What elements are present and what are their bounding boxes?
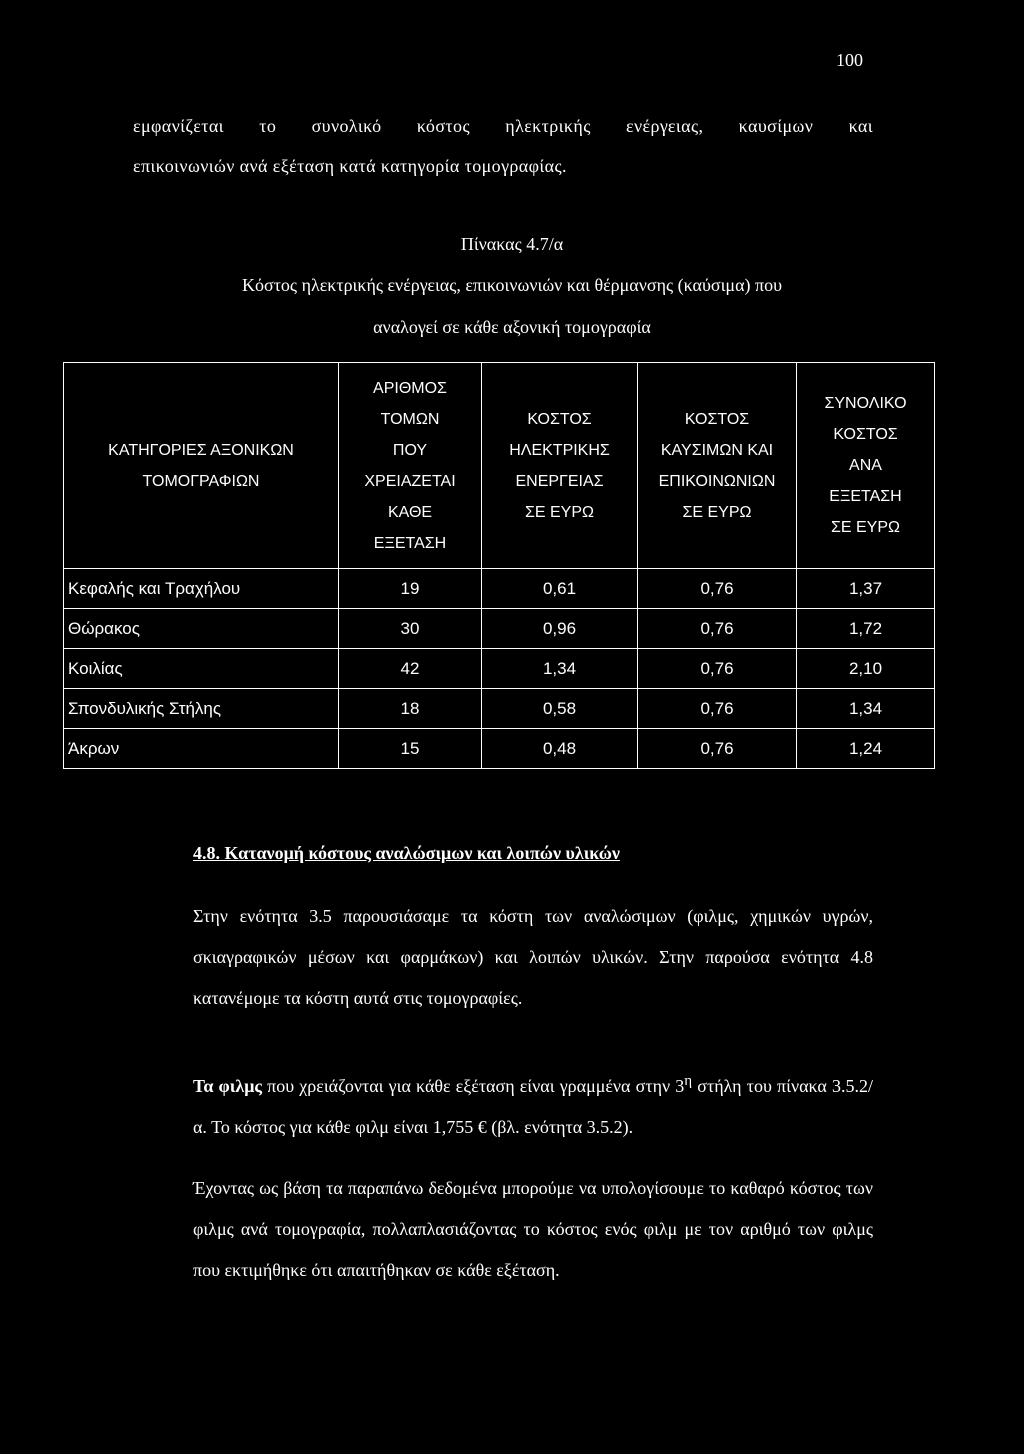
header-line: ΣΕ ΕΥΡΩ <box>525 503 594 521</box>
slices-cell: 30 <box>339 609 482 649</box>
total-cost-cell: 1,24 <box>797 729 935 769</box>
table-row <box>64 569 935 609</box>
category-cell: Άκρων <box>64 729 339 769</box>
header-line: ΗΛΕΚΤΡΙΚΗΣ <box>509 441 610 459</box>
fuel-comm-cost-cell: 0,76 <box>638 729 797 769</box>
paragraph-calculation <box>133 1168 873 1291</box>
slices-cell: 15 <box>339 729 482 769</box>
page-number: 100 <box>836 50 863 70</box>
total-cost-cell: 2,10 <box>797 649 935 689</box>
header-line: ΤΟΜΩΝ <box>380 410 440 428</box>
slices-cell: 18 <box>339 689 482 729</box>
intro-line-1: εμφανίζεται το συνολικό κόστος ηλεκτρικής ενέργειας, καυσίμων και <box>133 116 873 136</box>
table-label: Πίνακας 4.7/α <box>460 234 564 254</box>
header-line: ΑΝΑ <box>849 457 882 474</box>
section-heading: 4.8. Κατανομή κόστους αναλώσιμων και λοιπών υλικών <box>193 843 620 863</box>
fuel-comm-cost-cell: 0,76 <box>638 689 797 729</box>
fuel-comm-cost-cell: 0,76 <box>638 609 797 649</box>
category-cell: Κοιλίας <box>64 649 339 689</box>
electric-cost-cell: 0,48 <box>482 729 638 769</box>
films-text-a: που χρειάζονται για κάθε εξέταση είναι γραμμένα στην 3 <box>262 1076 685 1096</box>
table-title-line-1: Κόστος ηλεκτρικής ενέργειας, επικοινωνιών και θέρμανσης (καύσιμα) που <box>242 275 782 295</box>
table-row <box>64 729 935 769</box>
slices-cell: 42 <box>339 649 482 689</box>
table-title-line-2: αναλογεί σε κάθε αξονική τομογραφία <box>373 317 651 337</box>
header-line: ΑΡΙΘΜΟΣ <box>373 379 447 397</box>
total-cost-cell: 1,34 <box>797 689 935 729</box>
electric-cost-cell: 0,96 <box>482 609 638 649</box>
header-line: ΚΟΣΤΟΣ <box>833 426 898 443</box>
electric-cost-cell: 1,34 <box>482 649 638 689</box>
table-header-row <box>64 363 935 569</box>
total-cost-cell: 1,37 <box>797 569 935 609</box>
electric-cost-cell: 0,61 <box>482 569 638 609</box>
header-line: ΕΝΕΡΓΕΙΑΣ <box>515 472 604 490</box>
electric-cost-cell: 0,58 <box>482 689 638 729</box>
films-superscript: η <box>684 1073 693 1089</box>
paragraph-text: Στην ενότητα 3.5 παρουσιάσαμε τα κόστη των αναλώσιμων (φιλμς, χημικών υγρών, σκιαγραφικών μέσων και φαρμάκων) και λοιπών υλικών. Στην παρούσα ενότητα 4.8 κατανέμομε τα κόστη αυτά στις τομογραφίες. <box>193 906 873 1008</box>
header-line: ΚΑΘΕ <box>387 503 433 521</box>
header-line: ΕΠΙΚΟΙΝΩΝΙΩΝ <box>658 472 776 490</box>
header-line: ΠΟΥ <box>392 441 428 459</box>
intro-line-2: επικοινωνιών ανά εξέταση κατά κατηγορία τομογραφίας. <box>133 156 567 176</box>
table-row <box>64 649 935 689</box>
header-slices <box>339 363 482 569</box>
header-line: ΣΕ ΕΥΡΩ <box>831 519 900 536</box>
fuel-comm-cost-cell: 0,76 <box>638 649 797 689</box>
total-cost-cell: 1,72 <box>797 609 935 649</box>
header-electric-cost <box>482 363 638 569</box>
category-cell: Κεφαλής και Τραχήλου <box>64 569 339 609</box>
films-bold-term: Τα φιλμς <box>193 1076 263 1096</box>
header-total-cost <box>797 363 935 569</box>
paragraph-films-text <box>133 1061 873 1148</box>
category-cell: Σπονδυλικής Στήλης <box>64 689 339 729</box>
header-line: ΧΡΕΙΑΖΕΤΑΙ <box>364 472 456 490</box>
paragraph-calculation-text: Έχοντας ως βάση τα παραπάνω δεδομένα μπορούμε να υπολογίσουμε το καθαρό κόστος των φιλμς ανά τομογραφία, πολλαπλασιάζοντας το κόστος ενός φιλμ με τον αριθμό των φιλμς που εκτιμήθηκε ότι απαιτήθηκαν σε κάθε εξέταση. <box>193 1178 873 1280</box>
cost-table <box>63 362 935 769</box>
header-line: ΚΑΥΣΙΜΩΝ ΚΑΙ <box>660 441 774 459</box>
paragraph-films <box>133 1061 873 1148</box>
header-line: ΚΟΣΤΟΣ <box>527 410 592 428</box>
header-line: ΣΥΝΟΛΙΚΟ <box>824 395 907 412</box>
slices-cell: 19 <box>339 569 482 609</box>
fuel-comm-cost-cell: 0,76 <box>638 569 797 609</box>
category-cell: Θώρακος <box>64 609 339 649</box>
header-line: ΕΞΕΤΑΣΗ <box>829 488 902 505</box>
header-line: ΚΑΤΗΓΟΡΙΕΣ ΑΞΟΝΙΚΩΝ <box>108 441 294 459</box>
paragraph-consumables <box>133 896 873 1019</box>
header-line: ΣΕ ΕΥΡΩ <box>682 503 752 521</box>
table-row <box>64 609 935 649</box>
header-line: ΚΟΣΤΟΣ <box>684 410 750 428</box>
table-row <box>64 689 935 729</box>
header-line: ΕΞΕΤΑΣΗ <box>373 534 447 552</box>
header-category <box>64 363 339 569</box>
header-fuel-comm-cost <box>638 363 797 569</box>
header-line: ΤΟΜΟΓΡΑΦΙΩΝ <box>142 472 260 490</box>
films-text-b: στήλη του πίνακα 3.5.2/α. Το κόστος για κάθε φιλμ είναι 1,755 € (βλ. ενότητα 3.5.2). <box>193 1076 873 1137</box>
